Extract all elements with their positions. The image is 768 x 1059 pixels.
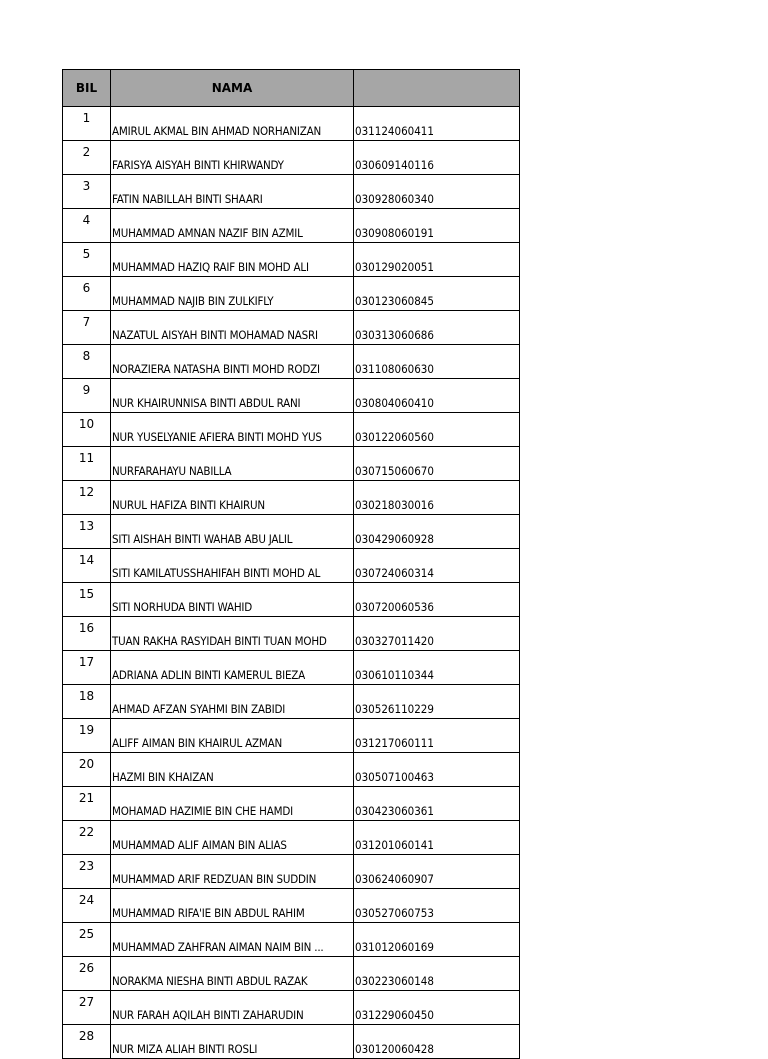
table-row — [63, 1025, 520, 1059]
bil-cell[interactable]: 26 — [63, 957, 111, 991]
bil-cell[interactable]: 7 — [63, 311, 111, 345]
bil-cell[interactable]: 4 — [63, 209, 111, 243]
bil-cell[interactable]: 15 — [63, 583, 111, 617]
name-cell[interactable]: MUHAMMAD NAJIB BIN ZULKIFLY — [111, 277, 354, 311]
ic-number-cell[interactable]: 030720060536 — [354, 583, 520, 617]
table-row — [63, 685, 520, 719]
ic-number-cell[interactable]: 030429060928 — [354, 515, 520, 549]
table-row — [63, 141, 520, 175]
name-cell[interactable]: MUHAMMAD ZAHFRAN AIMAN NAIM BIN ... — [111, 923, 354, 957]
ic-number-cell[interactable]: 030610110344 — [354, 651, 520, 685]
ic-number-cell[interactable]: 031108060630 — [354, 345, 520, 379]
table-row — [63, 209, 520, 243]
table-row — [63, 379, 520, 413]
table-row — [63, 515, 520, 549]
name-cell[interactable]: NURUL HAFIZA BINTI KHAIRUN — [111, 481, 354, 515]
ic-number-cell[interactable]: 031124060411 — [354, 107, 520, 141]
table-row — [63, 855, 520, 889]
table-body — [63, 107, 520, 1059]
bil-cell[interactable]: 19 — [63, 719, 111, 753]
name-cell[interactable]: SITI KAMILATUSSHAHIFAH BINTI MOHD AL — [111, 549, 354, 583]
name-cell[interactable]: FATIN NABILLAH BINTI SHAARI — [111, 175, 354, 209]
ic-number-cell[interactable]: 030313060686 — [354, 311, 520, 345]
table-row — [63, 923, 520, 957]
name-cell[interactable]: MUHAMMAD HAZIQ RAIF BIN MOHD ALI — [111, 243, 354, 277]
ic-number-cell[interactable]: 030223060148 — [354, 957, 520, 991]
student-roster-table — [62, 69, 520, 1059]
name-cell[interactable]: HAZMI BIN KHAIZAN — [111, 753, 354, 787]
name-cell[interactable]: NUR MIZA ALIAH BINTI ROSLI — [111, 1025, 354, 1059]
header-bil[interactable]: BIL — [63, 70, 111, 107]
ic-number-cell[interactable]: 030527060753 — [354, 889, 520, 923]
table-row — [63, 753, 520, 787]
table-row — [63, 651, 520, 685]
table-row — [63, 957, 520, 991]
name-cell[interactable]: NUR KHAIRUNNISA BINTI ABDUL RANI — [111, 379, 354, 413]
table-row — [63, 107, 520, 141]
name-cell[interactable]: AMIRUL AKMAL BIN AHMAD NORHANIZAN — [111, 107, 354, 141]
bil-cell[interactable]: 25 — [63, 923, 111, 957]
table-row — [63, 719, 520, 753]
table-row — [63, 821, 520, 855]
name-cell[interactable]: MUHAMMAD ALIF AIMAN BIN ALIAS — [111, 821, 354, 855]
table-row — [63, 549, 520, 583]
name-cell[interactable]: SITI AISHAH BINTI WAHAB ABU JALIL — [111, 515, 354, 549]
bil-cell[interactable]: 6 — [63, 277, 111, 311]
bil-cell[interactable]: 24 — [63, 889, 111, 923]
name-cell[interactable]: MUHAMMAD RIFA'IE BIN ABDUL RAHIM — [111, 889, 354, 923]
name-cell[interactable]: SITI NORHUDA BINTI WAHID — [111, 583, 354, 617]
name-cell[interactable]: NUR YUSELYANIE AFIERA BINTI MOHD YUS — [111, 413, 354, 447]
bil-cell[interactable]: 20 — [63, 753, 111, 787]
table-row — [63, 311, 520, 345]
name-cell[interactable]: MUHAMMAD ARIF REDZUAN BIN SUDDIN — [111, 855, 354, 889]
name-cell[interactable]: NORAZIERA NATASHA BINTI MOHD RODZI — [111, 345, 354, 379]
bil-cell[interactable]: 8 — [63, 345, 111, 379]
bil-cell[interactable]: 21 — [63, 787, 111, 821]
header-ic[interactable] — [354, 70, 520, 107]
ic-number-cell[interactable]: 030507100463 — [354, 753, 520, 787]
bil-cell[interactable]: 12 — [63, 481, 111, 515]
ic-number-cell[interactable]: 030122060560 — [354, 413, 520, 447]
bil-cell[interactable]: 3 — [63, 175, 111, 209]
bil-cell[interactable]: 14 — [63, 549, 111, 583]
name-cell[interactable]: ALIFF AIMAN BIN KHAIRUL AZMAN — [111, 719, 354, 753]
ic-number-cell[interactable]: 030120060428 — [354, 1025, 520, 1059]
spreadsheet-sheet — [62, 69, 519, 1059]
table-row — [63, 481, 520, 515]
bil-cell[interactable]: 10 — [63, 413, 111, 447]
ic-number-cell[interactable]: 030804060410 — [354, 379, 520, 413]
table-row — [63, 447, 520, 481]
bil-cell[interactable]: 13 — [63, 515, 111, 549]
name-cell[interactable]: AHMAD AFZAN SYAHMI BIN ZABIDI — [111, 685, 354, 719]
bil-cell[interactable]: 28 — [63, 1025, 111, 1059]
ic-number-cell[interactable]: 030526110229 — [354, 685, 520, 719]
table-header — [63, 70, 520, 107]
ic-number-cell[interactable]: 031217060111 — [354, 719, 520, 753]
ic-number-cell[interactable]: 030624060907 — [354, 855, 520, 889]
ic-number-cell[interactable]: 030129020051 — [354, 243, 520, 277]
bil-cell[interactable]: 23 — [63, 855, 111, 889]
table-row — [63, 991, 520, 1025]
table-row — [63, 277, 520, 311]
name-cell[interactable]: NURFARAHAYU NABILLA — [111, 447, 354, 481]
table-row — [63, 345, 520, 379]
table-row — [63, 175, 520, 209]
ic-number-cell[interactable]: 030715060670 — [354, 447, 520, 481]
name-cell[interactable]: MOHAMAD HAZIMIE BIN CHE HAMDI — [111, 787, 354, 821]
bil-cell[interactable]: 1 — [63, 107, 111, 141]
name-cell[interactable]: NAZATUL AISYAH BINTI MOHAMAD NASRI — [111, 311, 354, 345]
ic-number-cell[interactable]: 031012060169 — [354, 923, 520, 957]
ic-number-cell[interactable]: 031229060450 — [354, 991, 520, 1025]
ic-number-cell[interactable]: 030609140116 — [354, 141, 520, 175]
table-row — [63, 243, 520, 277]
table-row — [63, 413, 520, 447]
header-nama[interactable]: NAMA — [111, 70, 354, 107]
name-cell[interactable]: FARISYA AISYAH BINTI KHIRWANDY — [111, 141, 354, 175]
bil-cell[interactable]: 11 — [63, 447, 111, 481]
table-row — [63, 787, 520, 821]
ic-number-cell[interactable]: 031201060141 — [354, 821, 520, 855]
header-row — [63, 70, 520, 107]
ic-number-cell[interactable]: 030928060340 — [354, 175, 520, 209]
bil-cell[interactable]: 18 — [63, 685, 111, 719]
table-row — [63, 617, 520, 651]
name-cell[interactable]: NUR FARAH AQILAH BINTI ZAHARUDIN — [111, 991, 354, 1025]
name-cell[interactable]: NORAKMA NIESHA BINTI ABDUL RAZAK — [111, 957, 354, 991]
bil-cell[interactable]: 9 — [63, 379, 111, 413]
bil-cell[interactable]: 5 — [63, 243, 111, 277]
ic-number-cell[interactable]: 030218030016 — [354, 481, 520, 515]
bil-cell[interactable]: 16 — [63, 617, 111, 651]
table-row — [63, 583, 520, 617]
bil-cell[interactable]: 27 — [63, 991, 111, 1025]
bil-cell[interactable]: 17 — [63, 651, 111, 685]
ic-number-cell[interactable]: 030908060191 — [354, 209, 520, 243]
name-cell[interactable]: MUHAMMAD AMNAN NAZIF BIN AZMIL — [111, 209, 354, 243]
ic-number-cell[interactable]: 030724060314 — [354, 549, 520, 583]
bil-cell[interactable]: 22 — [63, 821, 111, 855]
ic-number-cell[interactable]: 030423060361 — [354, 787, 520, 821]
name-cell[interactable]: ADRIANA ADLIN BINTI KAMERUL BIEZA — [111, 651, 354, 685]
table-row — [63, 889, 520, 923]
ic-number-cell[interactable]: 030123060845 — [354, 277, 520, 311]
bil-cell[interactable]: 2 — [63, 141, 111, 175]
name-cell[interactable]: TUAN RAKHA RASYIDAH BINTI TUAN MOHD — [111, 617, 354, 651]
ic-number-cell[interactable]: 030327011420 — [354, 617, 520, 651]
